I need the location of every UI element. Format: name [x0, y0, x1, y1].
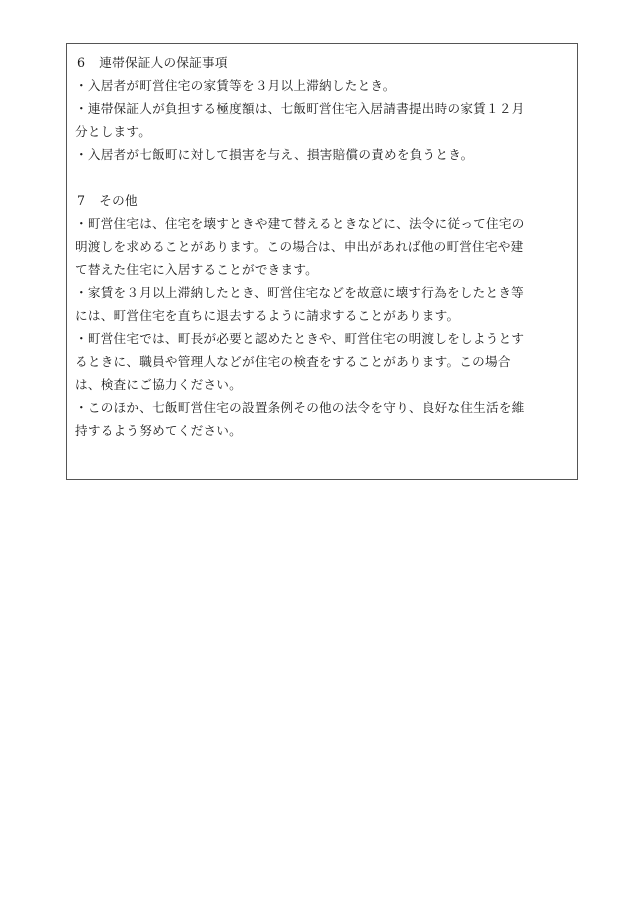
section-7-line-10: 持するよう努めてください。: [75, 423, 242, 438]
section-7-line-1: ・町営住宅は、住宅を壊すときや建て替えるときなどに、法令に従って住宅の: [75, 216, 525, 231]
section-7-line-9: ・このほか、七飯町営住宅の設置条例その他の法令を守り、良好な住生活を維: [75, 400, 525, 415]
section-6-number: 6: [77, 55, 86, 70]
section-6-line-2: ・連帯保証人が負担する極度額は、七飯町営住宅入居請書提出時の家賃１２月: [75, 101, 525, 116]
section-7-line-7: るときに、職員や管理人などが住宅の検査をすることがあります。この場合: [75, 354, 511, 369]
section-7-line-6: ・町営住宅では、町長が必要と認めたときや、町営住宅の明渡しをしようとす: [75, 331, 525, 346]
section-7-number: 7: [77, 193, 86, 208]
section-7-line-8: は、検査にご協力ください。: [75, 377, 242, 392]
document-box: [66, 43, 578, 480]
section-7-line-2: 明渡しを求めることがあります。この場合は、申出があれば他の町営住宅や建: [75, 239, 524, 254]
section-7-title: その他: [99, 193, 138, 208]
section-6-line-3: 分とします。: [75, 124, 152, 139]
section-6-title: 連帯保証人の保証事項: [99, 55, 228, 70]
section-6-line-4: ・入居者が七飯町に対して損害を与え、損害賠償の責めを負うとき。: [75, 147, 474, 162]
section-7-line-5: には、町営住宅を直ちに退去するように請求することがあります。: [75, 308, 460, 323]
section-7-heading: [75, 189, 569, 212]
section-7-line-3: て替えた住宅に入居することができます。: [75, 262, 319, 277]
section-6-heading: [75, 51, 569, 74]
section-6-line-1: ・入居者が町営住宅の家賃等を３月以上滞納したとき。: [75, 78, 396, 93]
section-7-line-4: ・家賃を３月以上滞納したとき、町営住宅などを故意に壊す行為をしたとき等: [75, 285, 525, 300]
spacer: [75, 166, 569, 189]
